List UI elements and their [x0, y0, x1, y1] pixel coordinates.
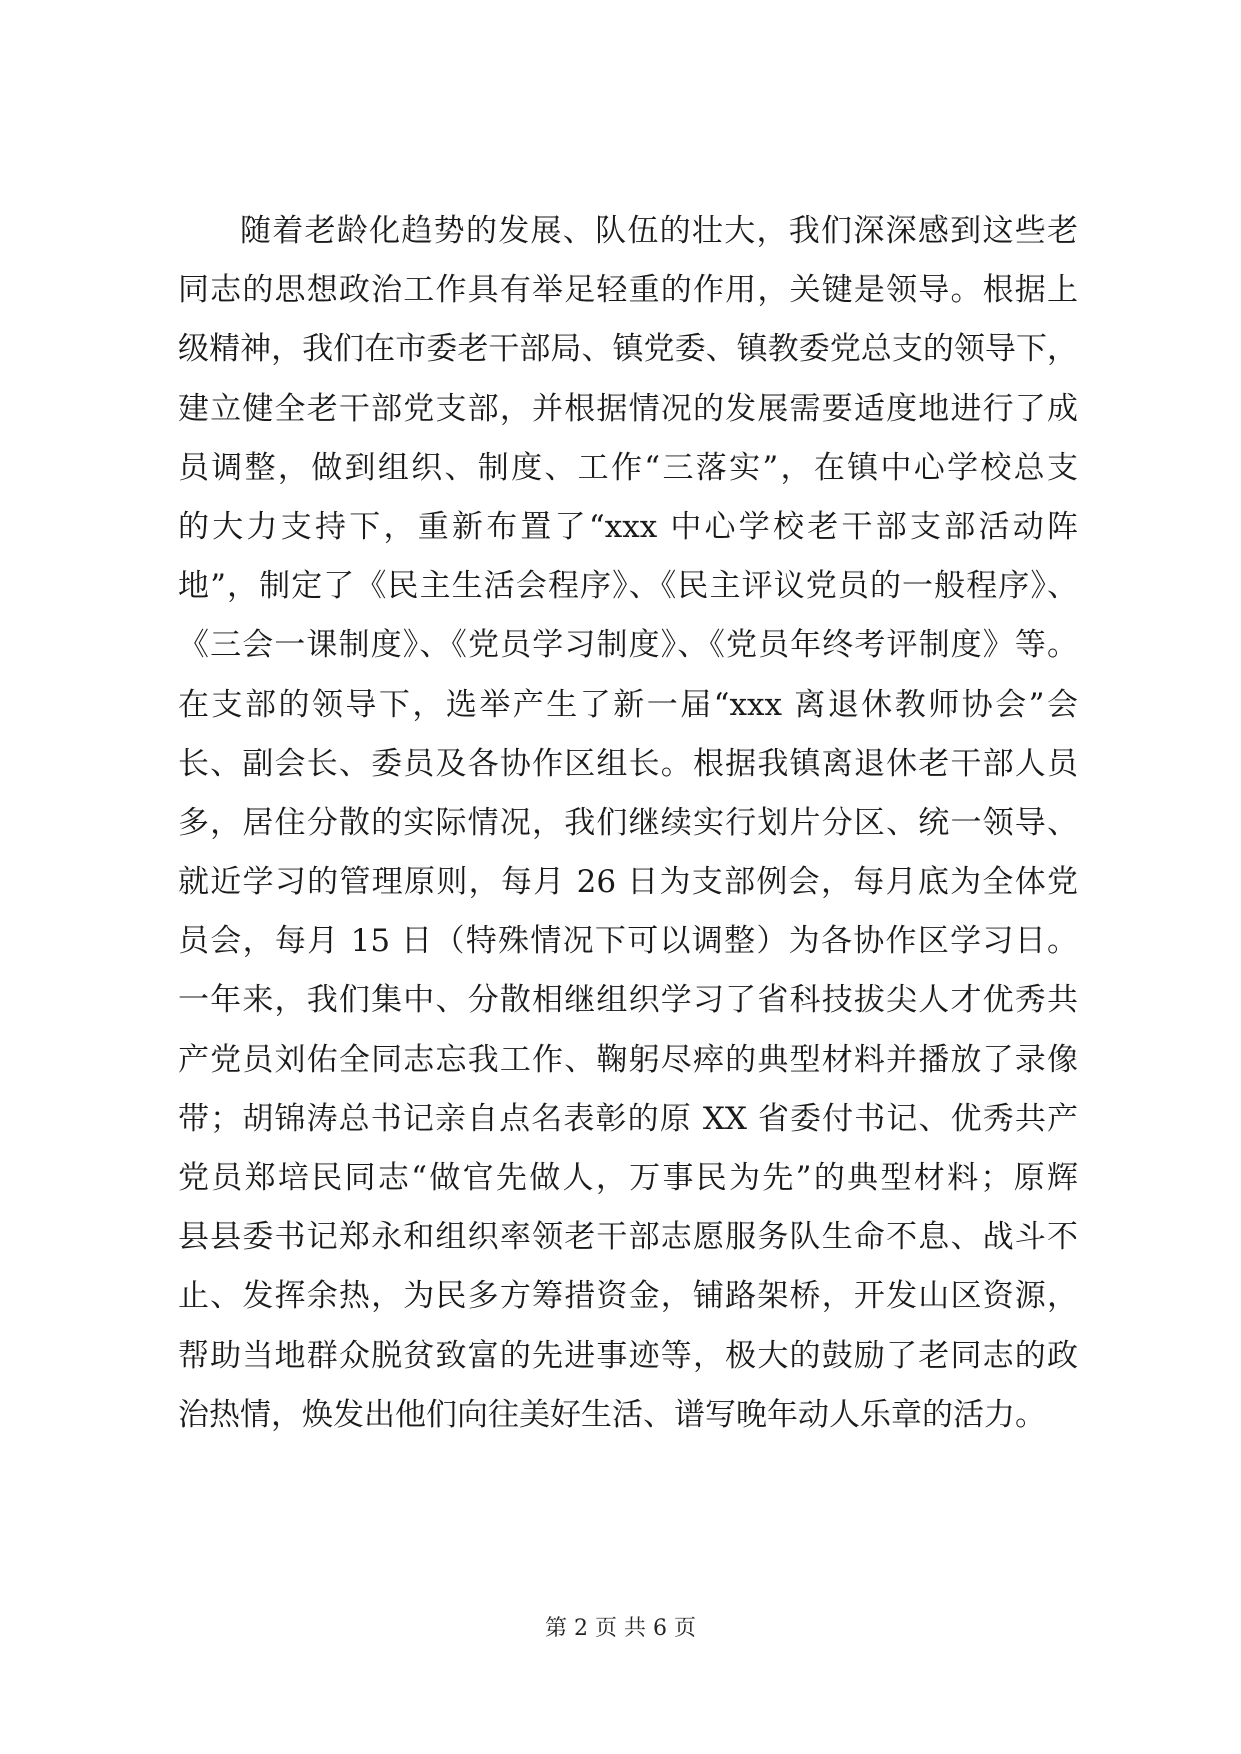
text-line: 止、发挥余热，为民多方筹措资金，铺路架桥，开发山区资源，	[178, 1278, 1078, 1315]
text-line: 同志的思想政治工作具有举足轻重的作用，关键是领导。根据上	[178, 272, 1078, 309]
text-line: 党员郑培民同志“做官先做人，万事民为先”的典型材料；原辉	[178, 1160, 1078, 1196]
text-line: 员会，每月 15 日（特殊情况下可以调整）为各协作区学习日。	[178, 923, 1078, 960]
text-line: 的大力支持下，重新布置了“xxx 中心学校老干部支部活动阵	[178, 508, 1078, 545]
text-line: 随着老龄化趋势的发展、队伍的壮大，我们深深感到这些老	[240, 213, 1078, 249]
text-line: 县县委书记郑永和组织率领老干部志愿服务队生命不息、战斗不	[178, 1219, 1078, 1256]
text-line: 地”，制定了《民主生活会程序》、《民主评议党员的一般程序》、	[178, 568, 1078, 605]
page-number-footer: 第 2 页 共 6 页	[545, 1616, 696, 1641]
text-line: 级精神，我们在市委老干部局、镇党委、镇教委党总支的领导下，	[178, 331, 1078, 368]
text-line: 员调整，做到组织、制度、工作“三落实”，在镇中心学校总支	[178, 449, 1078, 486]
text-line: 多，居住分散的实际情况，我们继续实行划片分区、统一领导、	[178, 804, 1078, 841]
text-line: 在支部的领导下，选举产生了新一届“xxx 离退休教师协会”会	[178, 686, 1078, 723]
text-line: 《三会一课制度》、《党员学习制度》、《党员年终考评制度》等。	[178, 627, 1078, 664]
text-line: 一年来，我们集中、分散相继组织学习了省科技拔尖人才优秀共	[178, 982, 1078, 1019]
text-line: 就近学习的管理原则，每月 26 日为支部例会，每月底为全体党	[178, 864, 1078, 901]
text-line: 长、副会长、委员及各协作区组长。根据我镇离退休老干部人员	[178, 745, 1078, 782]
text-line: 治热情，焕发出他们向往美好生活、谱写晚年动人乐章的活力。	[178, 1396, 1046, 1433]
text-line: 建立健全老干部党支部，并根据情况的发展需要适度地进行了成	[178, 390, 1078, 427]
text-line: 带；胡锦涛总书记亲自点名表彰的原 XX 省委付书记、优秀共产	[178, 1100, 1078, 1137]
text-line: 产党员刘佑全同志忘我工作、鞠躬尽瘁的典型材料并播放了录像	[178, 1041, 1078, 1078]
body-paragraph	[178, 202, 1078, 1445]
text-line: 帮助当地群众脱贫致富的先进事迹等，极大的鼓励了老同志的政	[178, 1337, 1078, 1374]
